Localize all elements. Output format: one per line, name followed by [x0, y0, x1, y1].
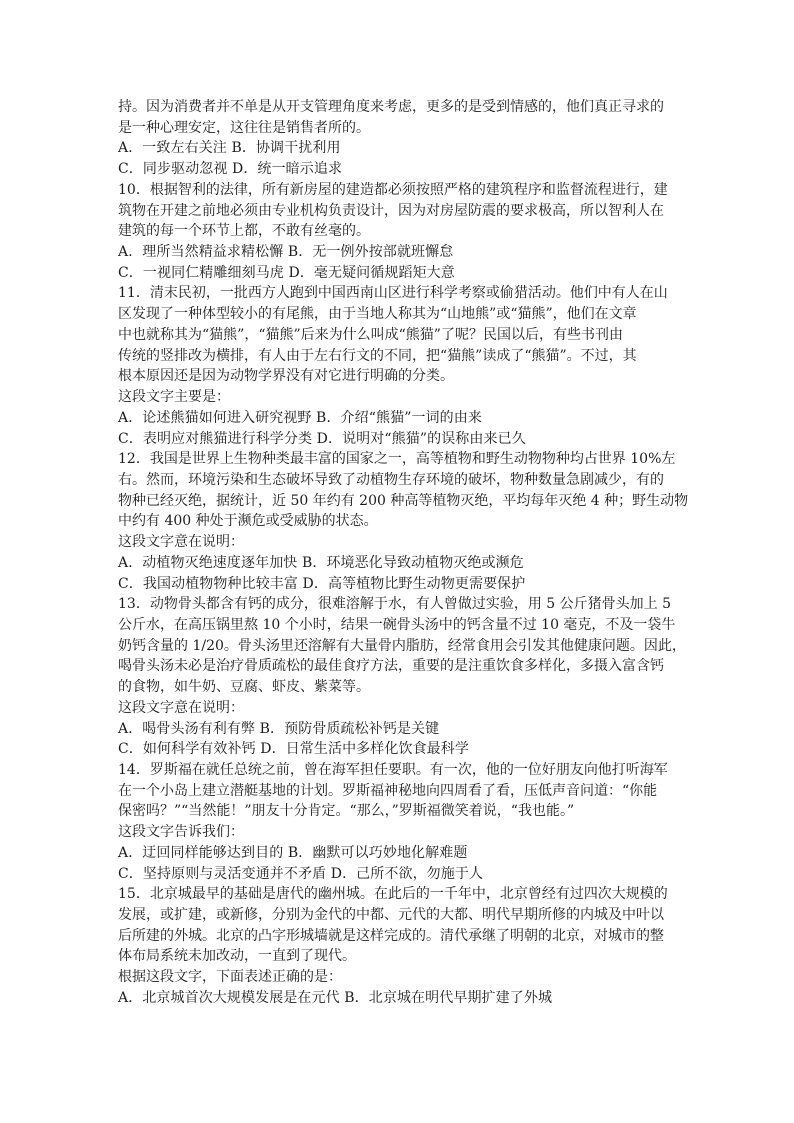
question-13-prompt: 这段文字意在说明： — [118, 699, 244, 716]
question-10-stem-line: 筑物在开建之前地必须由专业机构负责设计，因为对房屋防震的要求极高，所以智利人在 — [118, 202, 664, 219]
question-14-prompt: 这段文字告诉我们： — [118, 824, 244, 841]
question-11-prompt: 这段文字主要是： — [118, 389, 230, 406]
question-15-stem-line: 发展，或扩建，或新修，分别为金代的中都、元代的大都、明代早期所修的内城及中叶以 — [118, 907, 664, 924]
question-14-options-ab: A．迂回同样能够达到目的 B．幽默可以巧妙地化解难题 — [118, 844, 468, 861]
question-12-stem-line: 中约有 400 种处于濒危或受威胁的状态。 — [118, 513, 378, 530]
question-11-stem-line: 传统的竖排改为横排，有人由于左右行文的不同，把“猫熊”读成了“熊猫”。不过，其 — [118, 347, 637, 364]
question-15-prompt: 根据这段文字，下面表述正确的是： — [118, 969, 342, 986]
question-11-stem-line: 中也就称其为“猫熊”，“猫熊”后来为什么叫成“熊猫”了呢？民国以后，有些书刊由 — [118, 326, 623, 343]
question-11-stem-line: 11．清末民初，一批西方人跑到中国西南山区进行科学考察或偷猎活动。他们中有人在山 — [118, 285, 668, 302]
question-9-stem-line: 持。因为消费者并不单是从开支管理角度来考虑，更多的是受到情感的，他们真正寻求的 — [118, 99, 664, 115]
question-12-stem-line: 物种已经灭绝，据统计，近 50 年约有 200 种高等植物灭绝，平均每年灭绝 4 种；野生动物 — [118, 492, 689, 509]
question-10 — [118, 180, 680, 284]
question-12-stem-line: 右。然而，环境污染和生态破坏导致了动植物生存环境的破坏，物种数量急剧减少，有的 — [118, 471, 664, 488]
question-11-stem-line: 根本原因还是因为动物学界没有对它进行明确的分类。 — [118, 368, 454, 385]
question-13-stem-line: 的食物，如牛奶、豆腐、虾皮、紫菜等。 — [118, 679, 370, 696]
question-13-options-ab: A．喝骨头汤有利有弊 B．预防骨质疏松补钙是关键 — [118, 720, 440, 737]
question-13-stem-line: 公斤水，在高压锅里熬 10 个小时，结果一碗骨头汤中的钙含量不过 10 毫克，不及一袋牛 — [118, 616, 676, 633]
question-11-options-cd: C．表明应对熊猫进行科学分类 D．说明对“熊猫”的误称由来已久 — [118, 430, 526, 447]
question-9 — [118, 97, 680, 180]
question-11 — [118, 283, 680, 449]
question-15-stem-line: 15．北京城最早的基础是唐代的幽州城。在此后的一千年中，北京曾经有过四次大规模的 — [118, 886, 668, 903]
question-15-stem-line: 体布局系统未加改动，一直到了现代。 — [118, 948, 356, 965]
question-13-stem-line: 奶钙含量的 1/20。骨头汤里还溶解有大量骨内脂肪，经常食用会引发其他健康问题。因此， — [118, 637, 686, 654]
question-12-options-cd: C．我国动植物物种比较丰富 D．高等植物比野生动物更需要保护 — [118, 575, 526, 592]
question-15-stem-line: 后所建的外城。北京的凸字形城墙就是这样完成的。清代承继了明朝的北京，对城市的整 — [118, 927, 664, 944]
question-14 — [118, 760, 680, 884]
question-12-options-ab: A．动植物灭绝速度逐年加快 B．环境恶化导致动植物灭绝或濒危 — [118, 554, 524, 571]
question-10-options-ab: A．理所当然精益求精松懈 B．无一例外按部就班懈怠 — [118, 244, 454, 261]
exam-questions — [118, 97, 689, 1009]
question-12-stem-line: 12．我国是世界上生物种类最丰富的国家之一，高等植物和野生动物物种均占世界 10%左 — [118, 451, 676, 468]
question-12-prompt: 这段文字意在说明： — [118, 534, 244, 551]
question-11-options-ab: A．论述熊猫如何进入研究视野 B．介绍“熊猫”一词的由来 — [118, 409, 482, 426]
question-11-stem-line: 区发现了一种体型较小的有尾熊，由于当地人称其为“山地熊”或“猫熊”，他们在文章 — [118, 306, 637, 323]
question-13-options-cd: C．如何科学有效补钙 D．日常生活中多样化饮食最科学 — [118, 741, 469, 758]
question-14-stem-line: 在一个小岛上建立潜艇基地的计划。罗斯福神秘地向四周看了看，压低声音问道：“你能 — [118, 782, 658, 799]
question-12 — [118, 449, 689, 594]
question-9-options-cd: C．同步驱动忽视 D．统一暗示追求 — [118, 161, 343, 178]
question-14-options-cd: C．坚持原则与灵活变通并不矛盾 D．己所不欲，勿施于人 — [118, 865, 484, 882]
question-14-stem-line: 保密吗？”“当然能！”朋友十分肯定。“那么，”罗斯福微笑着说，“我也能。” — [118, 803, 575, 820]
question-10-stem-line: 建筑的每一个环节上都，不敢有丝毫的。 — [118, 223, 370, 240]
question-14-stem-line: 14．罗斯福在就任总统之前，曾在海军担任要职。有一次，他的一位好朋友向他打听海军 — [118, 762, 668, 778]
question-13 — [118, 594, 686, 760]
question-13-stem-line: 喝骨头汤未必是治疗骨质疏松的最佳食疗方法，重要的是注重饮食多样化，多摄入富含钙 — [118, 658, 664, 675]
question-9-options-ab: A．一致左右关注 B．协调干扰利用 — [118, 140, 341, 157]
question-10-stem-line: 10．根据智利的法律，所有新房屋的建造都必须按照严格的建筑程序和监督流程进行，建 — [118, 181, 668, 198]
question-10-options-cd: C．一视同仁精雕细刻马虎 D．毫无疑问循规蹈矩大意 — [118, 264, 455, 281]
question-13-stem-line: 13．动物骨头都含有钙的成分，很难溶解于水，有人曾做过实验，用 5 公斤猪骨头加上 5 — [118, 596, 671, 613]
question-15 — [118, 884, 680, 1008]
question-9-stem-line: 是一种心理安定，这往往是销售者所的。 — [118, 119, 370, 136]
question-15-options-ab: A．北京城首次大规模发展是在元代 B．北京城在明代早期扩建了外城 — [118, 989, 553, 1006]
